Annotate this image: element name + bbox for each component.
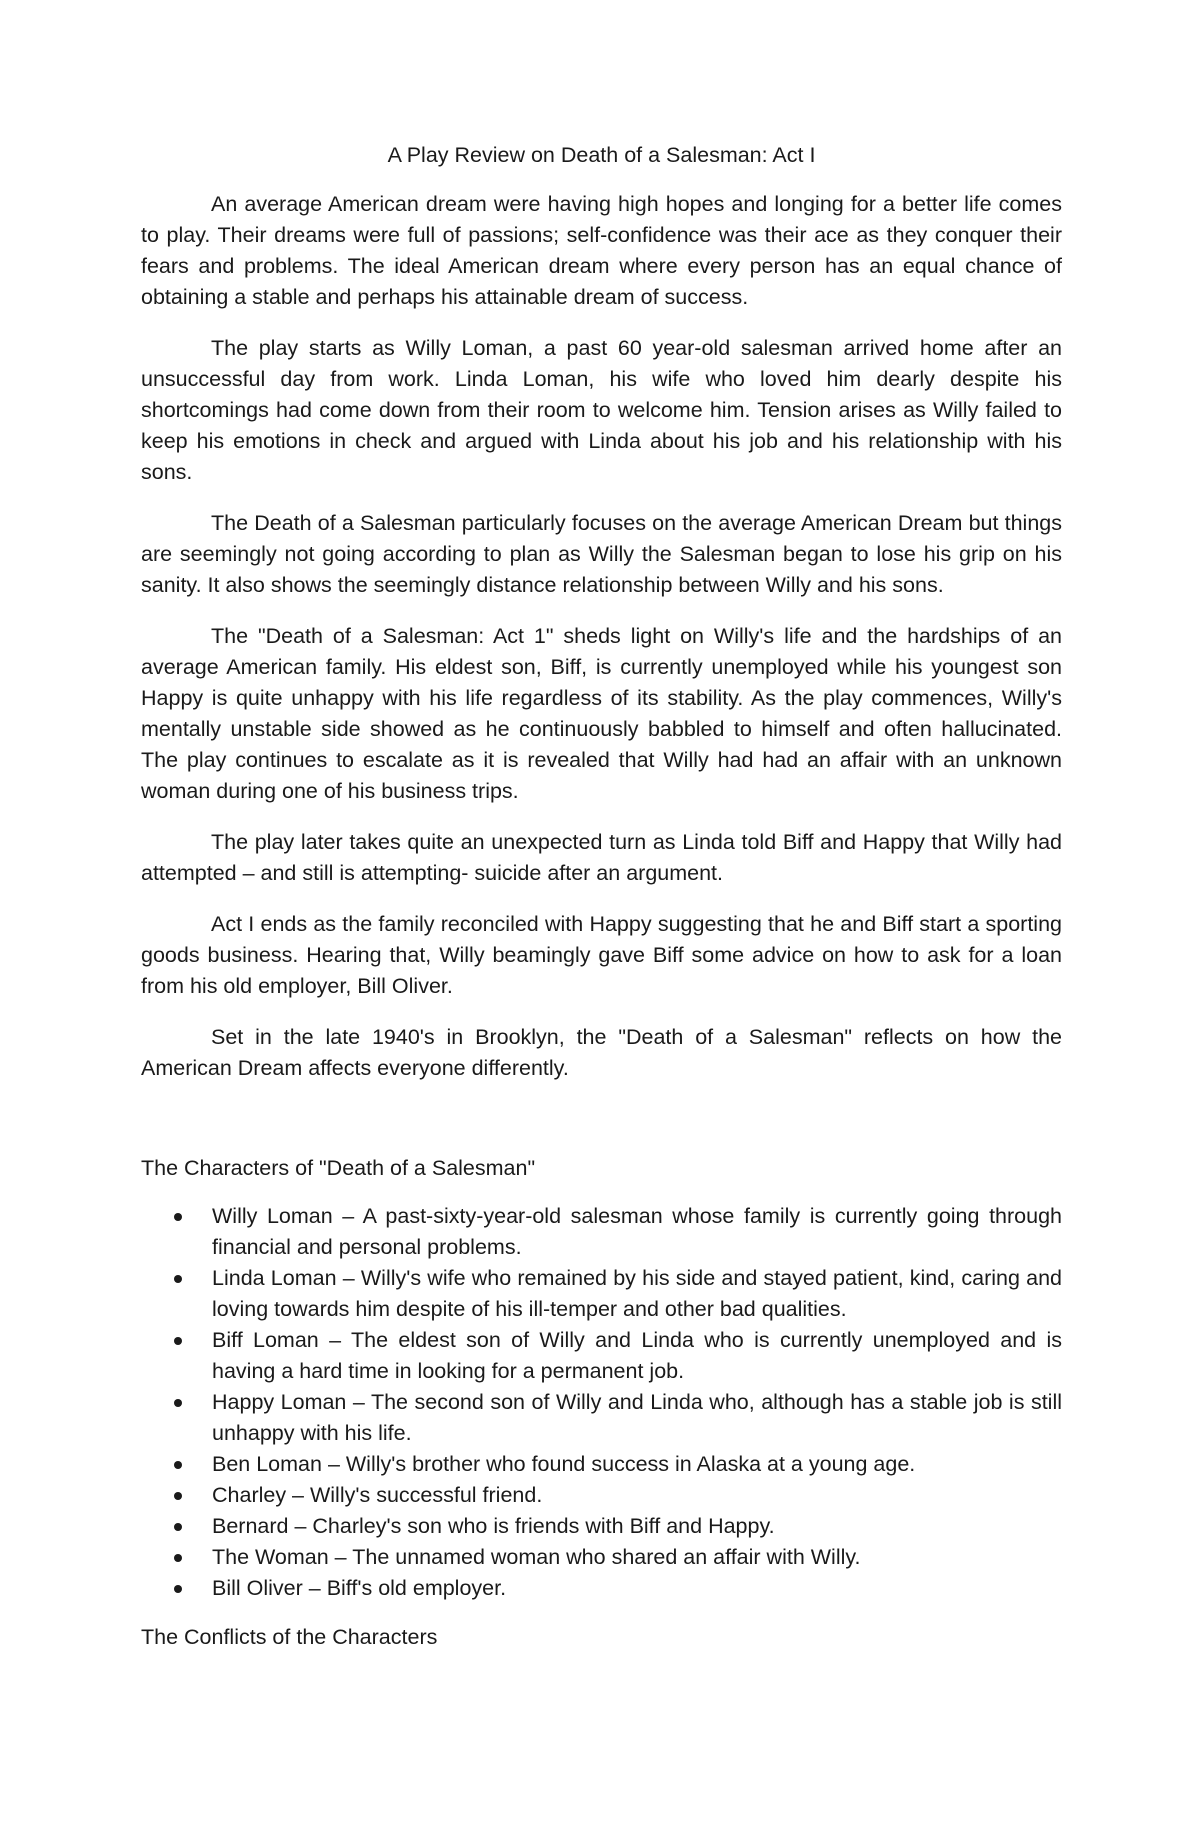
character-text: Linda Loman – Willy's wife who remained by his side and stayed patient, kind, caring and loving towards him despite of his ill-temper and other bad qualities. bbox=[212, 1266, 1062, 1321]
character-text: Charley – Willy's successful friend. bbox=[212, 1483, 543, 1507]
list-item bbox=[141, 1201, 1062, 1263]
bullet-icon bbox=[174, 1492, 182, 1500]
list-item bbox=[141, 1480, 1062, 1511]
characters-list bbox=[141, 1201, 1062, 1604]
paragraph-focus: The Death of a Salesman particularly focuses on the average American Dream but things are seemingly not going according to plan as Willy the Salesman began to lose his grip on his sanity. It also shows the seemingly distance relationship between Willy and his sons. bbox=[141, 511, 1062, 597]
paragraph-play-start: The play starts as Willy Loman, a past 60 year-old salesman arrived home after an unsuccessful day from work. Linda Loman, his wife who loved him dearly despite his shortcomings had come down from their room to welcome him. Tension arises as Willy failed to keep his emotions in check and argued with Linda about his job and his relationship with his sons. bbox=[141, 336, 1062, 484]
bullet-icon bbox=[174, 1523, 182, 1531]
character-text: Happy Loman – The second son of Willy and Linda who, although has a stable job is still unhappy with his life. bbox=[212, 1390, 1062, 1445]
list-item bbox=[141, 1511, 1062, 1542]
paragraph-setting: Set in the late 1940's in Brooklyn, the "Death of a Salesman" reflects on how the American Dream affects everyone differently. bbox=[141, 1025, 1062, 1080]
bullet-icon bbox=[174, 1213, 182, 1221]
bullet-icon bbox=[174, 1461, 182, 1469]
character-text: Ben Loman – Willy's brother who found success in Alaska at a young age. bbox=[212, 1452, 916, 1476]
characters-heading: The Characters of "Death of a Salesman" bbox=[141, 1156, 536, 1180]
bullet-icon bbox=[174, 1585, 182, 1593]
paragraph-intro: An average American dream were having high hopes and longing for a better life comes to play. Their dreams were full of passions; self-confidence was their ace as they conquer their fears and problems. The ideal American dream where every person has an equal chance of obtaining a stable and perhaps his attainable dream of success. bbox=[141, 192, 1062, 309]
bullet-icon bbox=[174, 1275, 182, 1283]
paragraph-act-one: The "Death of a Salesman: Act 1" sheds light on Willy's life and the hardships of an average American family. His eldest son, Biff, is currently unemployed while his youngest son Happy is quite unhappy with his life regardless of its stability. As the play commences, Willy's mentally unstable side showed as he continuously babbled to himself and often hallucinated. The play continues to escalate as it is revealed that Willy had had an affair with an unknown woman during one of his business trips. bbox=[141, 624, 1062, 803]
character-text: The Woman – The unnamed woman who shared an affair with Willy. bbox=[212, 1545, 861, 1569]
paragraph-turn: The play later takes quite an unexpected turn as Linda told Biff and Happy that Willy had attempted – and still is attempting- suicide after an argument. bbox=[141, 830, 1062, 885]
list-item bbox=[141, 1263, 1062, 1325]
bullet-icon bbox=[174, 1399, 182, 1407]
list-item bbox=[141, 1573, 1062, 1604]
character-text: Biff Loman – The eldest son of Willy and Linda who is currently unemployed and is having a hard time in looking for a permanent job. bbox=[212, 1328, 1062, 1383]
bullet-icon bbox=[174, 1554, 182, 1562]
list-item bbox=[141, 1325, 1062, 1387]
conflicts-heading: The Conflicts of the Characters bbox=[141, 1625, 438, 1649]
list-item bbox=[141, 1542, 1062, 1573]
character-text: Bill Oliver – Biff's old employer. bbox=[212, 1576, 507, 1600]
character-text: Bernard – Charley's son who is friends with Biff and Happy. bbox=[212, 1514, 775, 1538]
bullet-icon bbox=[174, 1337, 182, 1345]
character-text: Willy Loman – A past-sixty-year-old salesman whose family is currently going through financial and personal problems. bbox=[212, 1204, 1062, 1259]
document-page bbox=[141, 140, 1062, 1653]
paragraph-act-end: Act I ends as the family reconciled with Happy suggesting that he and Biff start a sporting goods business. Hearing that, Willy beamingly gave Biff some advice on how to ask for a loan from his old employer, Bill Oliver. bbox=[141, 912, 1062, 998]
list-item bbox=[141, 1387, 1062, 1449]
list-item bbox=[141, 1449, 1062, 1480]
document-title: A Play Review on Death of a Salesman: Act I bbox=[387, 143, 816, 167]
